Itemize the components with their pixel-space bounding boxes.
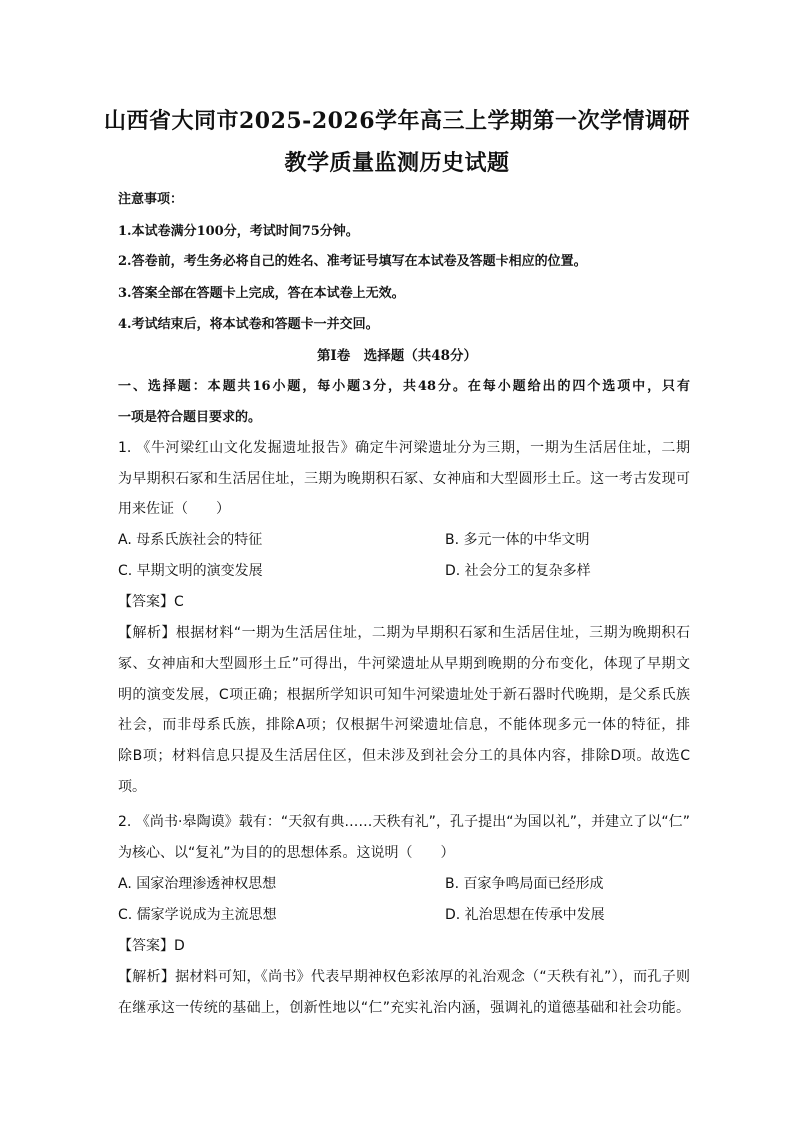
question-1-analysis: 项。 (118, 779, 146, 795)
notice-item: 2.答卷前，考生务必将自己的姓名、准考证号填写在本试卷及答题卡相应的位置。 (118, 254, 587, 269)
document-title: 山西省大同市2025-2026学年高三上学期第一次学情调研 (103, 108, 691, 134)
question-2-stem: 2. 《尚书·皋陶谟》载有：“天叙有典……天秩有礼”，孔子提出“为国以礼”，并建立了以“仁” (118, 814, 690, 830)
section-instruction: 一、选择题：本题共16小题，每小题3分，共48分。在每小题给出的四个选项中，只有 (118, 379, 690, 394)
notice-heading: 注意事项： (118, 192, 184, 207)
question-2-stem: 为核心、以“复礼”为目的的思想体系。这说明（ ） (118, 845, 455, 861)
question-1-analysis: 明的演变发展，C项正确；根据所学知识可知牛河梁遗址处于新石器时代晚期，是父系氏族 (118, 687, 690, 703)
question-2-option-a: A. 国家治理渗透神权思想 (118, 876, 277, 892)
question-2-option-c: C. 儒家学说成为主流思想 (118, 907, 277, 923)
notice-item: 1.本试卷满分100分，考试时间75分钟。 (118, 224, 359, 239)
question-1-stem: 1. 《牛河梁红山文化发掘遗址报告》确定牛河梁遗址分为三期，一期为生活居住址，二期 (118, 440, 690, 456)
question-1-answer: 【答案】C (118, 594, 184, 610)
question-2-option-b: B. 百家争鸣局面已经形成 (445, 876, 604, 892)
question-2-analysis: 【解析】据材料可知，《尚书》代表早期神权色彩浓厚的礼治观念（“天秩有礼”），而孔子则 (118, 969, 690, 985)
question-1-analysis: 冢、女神庙和大型圆形土丘”可得出，牛河梁遗址从早期到晚期的分布变化，体现了早期文 (118, 656, 690, 672)
question-1-stem: 为早期积石冢和生活居住址，三期为晚期积石冢、女神庙和大型圆形土丘。这一考古发现可 (118, 471, 690, 487)
question-1-option-c: C. 早期文明的演变发展 (118, 563, 263, 579)
section-instruction: 一项是符合题目要求的。 (118, 410, 262, 425)
question-1-analysis: 除B项；材料信息只提及生活居住区，但未涉及到社会分工的具体内容，排除D项。故选C (118, 748, 690, 764)
question-1-option-a: A. 母系氏族社会的特征 (118, 532, 263, 548)
question-1-option-d: D. 社会分工的复杂多样 (445, 563, 591, 579)
notice-item: 3.答案全部在答题卡上完成，答在本试卷上无效。 (118, 286, 405, 301)
question-2-analysis: 在继承这一传统的基础上，创新性地以“仁”充实礼治内涵，强调礼的道德基础和社会功能。 (118, 1000, 690, 1016)
question-1-option-b: B. 多元一体的中华文明 (445, 532, 590, 548)
document-subtitle: 教学质量监测历史试题 (284, 150, 510, 176)
question-1-analysis: 社会，而非母系氏族，排除A项；仅根据牛河梁遗址信息，不能体现多元一体的特征，排 (118, 717, 690, 733)
question-1-stem: 用来佐证（ ） (118, 501, 230, 517)
question-2-option-d: D. 礼治思想在传承中发展 (445, 907, 605, 923)
notice-item: 4.考试结束后，将本试卷和答题卡一并交回。 (118, 317, 379, 332)
question-1-analysis: 【解析】根据材料“一期为生活居住址，二期为早期积石冢和生活居住址，三期为晚期积石 (118, 625, 690, 641)
section-title: 第Ⅰ卷 选择题（共48分） (316, 348, 478, 364)
question-2-answer: 【答案】D (118, 938, 185, 954)
